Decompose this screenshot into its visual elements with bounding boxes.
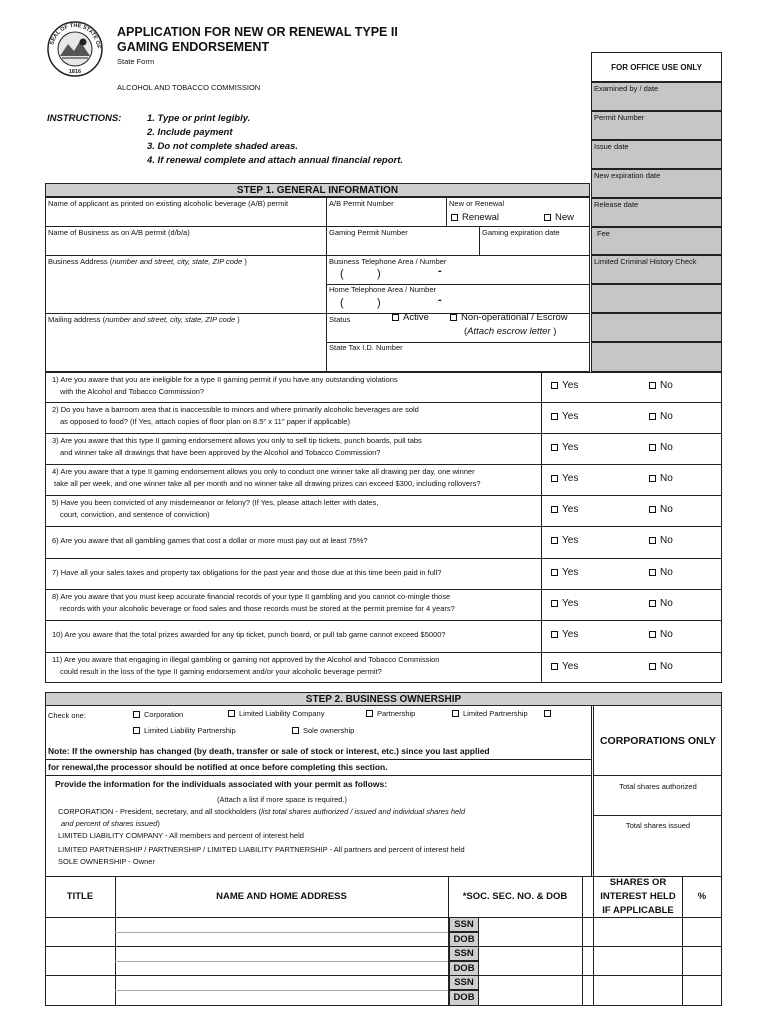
office-field-fee (591, 227, 722, 255)
answer-no-checkbox[interactable] (649, 504, 673, 515)
checkbox-icon (649, 569, 656, 576)
checkbox-icon (649, 506, 656, 513)
instruction-item: 3. Do not complete shaded areas. (147, 141, 298, 152)
gaming-expiration-label: Gaming expiration date (482, 228, 560, 237)
answer-no-checkbox[interactable] (649, 629, 673, 640)
col-header-title: TITLE (66, 891, 94, 902)
no-label: No (660, 535, 673, 546)
ownership-corporation-checkbox[interactable]: Corporation (133, 711, 183, 720)
state-tax-id-label: State Tax I.D. Number (329, 343, 403, 352)
office-field-label: Fee (597, 229, 610, 238)
yes-label: Yes (562, 661, 579, 672)
ownership-llc-checkbox[interactable]: Limited Liability Company (228, 710, 324, 719)
no-label: No (660, 380, 673, 391)
answer-yes-checkbox[interactable] (551, 442, 578, 453)
question-text: 7) Have all your sales taxes and property tax obligations for the past year and those due at this time been paid in full? (52, 568, 442, 577)
ownership-extra-checkbox[interactable] (544, 710, 555, 719)
home-phone-label: Home Telephone Area / Number (329, 285, 437, 294)
question-text: 6) Are you aware that all gambling games that cost a dollar or more must pay out at least 75%? (52, 536, 368, 545)
ssn-label: SSN (449, 917, 479, 932)
office-use-title: FOR OFFICE USE ONLY (611, 63, 702, 72)
checkbox-icon (649, 663, 656, 670)
checkbox-icon (228, 710, 235, 717)
instructions-label: INSTRUCTIONS: (47, 113, 122, 124)
yes-label: Yes (562, 598, 579, 609)
no-label: No (660, 473, 673, 484)
no-label: No (660, 598, 673, 609)
checkbox-icon (451, 214, 458, 221)
partnership-line: LIMITED PARTNERSHIP / PARTNERSHIP / LIMITED LIABILITY PARTNERSHIP - All partners and percent of interest held (58, 845, 465, 854)
no-label: No (660, 661, 673, 672)
question-text: 10) Are you aware that the total prizes awarded for any tip ticket, punch board, or pull tab game cannot exceed $5000? (52, 630, 446, 639)
checkbox-icon (551, 631, 558, 638)
seal-year: 1816 (68, 69, 82, 75)
agency-name: ALCOHOL AND TOBACCO COMMISSION (117, 83, 261, 92)
corporation-line-2: and percent of shares issued) (61, 819, 160, 828)
answer-no-checkbox[interactable] (649, 567, 673, 578)
checkbox-icon (551, 663, 558, 670)
office-field-label: New expiration date (594, 171, 661, 180)
yes-label: Yes (562, 411, 579, 422)
col-header-shares-1: SHARES OR (609, 877, 667, 888)
checkbox-icon (544, 710, 551, 717)
nonoperational-checkbox[interactable] (450, 313, 568, 324)
no-label: No (660, 567, 673, 578)
active-checkbox[interactable] (392, 313, 429, 324)
checkbox-icon (292, 727, 299, 734)
new-option-label: New (555, 212, 575, 223)
checkbox-icon (551, 382, 558, 389)
answer-yes-checkbox[interactable] (551, 598, 578, 609)
ownership-sole-checkbox[interactable]: Sole ownership (292, 727, 354, 736)
corporations-only-label: CORPORATIONS ONLY (599, 735, 717, 747)
yes-label: Yes (562, 629, 579, 640)
checkbox-icon (551, 475, 558, 482)
checkbox-icon (649, 444, 656, 451)
provide-info-heading: Provide the information for the individuals associated with your permit as follows: (55, 779, 388, 789)
question-text-cont: take all per week, and one winner take all per month and no winner take all drawing prizes can exceed $300, including rollovers? (54, 479, 481, 488)
answer-yes-checkbox[interactable] (551, 411, 578, 422)
office-field-extra (591, 313, 722, 342)
instruction-item: 1. Type or print legibly. (147, 113, 251, 124)
applicant-name-label: Name of applicant as printed on existing alcoholic beverage (A/B) permit (48, 199, 289, 208)
office-field-extra (591, 284, 722, 313)
business-phone-label: Business Telephone Area / Number (329, 257, 447, 266)
answer-yes-checkbox[interactable] (551, 504, 578, 515)
yes-label: Yes (562, 473, 579, 484)
question-text: 4) Are you aware that a type II gaming endorsement allows you only to conduct one winner take all drawing per day, one winner (52, 467, 475, 476)
office-field-label: Limited Criminal History Check (594, 257, 697, 266)
yes-label: Yes (562, 504, 579, 515)
ownership-limited-partnership-checkbox[interactable]: Limited Partnership (452, 710, 528, 719)
checkbox-icon (649, 600, 656, 607)
checkbox-icon (551, 569, 558, 576)
checkbox-icon (649, 631, 656, 638)
seal-text: SEAL OF THE STATE OF (49, 22, 102, 49)
new-checkbox[interactable] (544, 213, 574, 224)
question-text-cont: records with your alcoholic beverage or food sales and those records must be stored at the permit premise for 4 years? (60, 604, 455, 613)
total-shares-authorized-label: Total shares authorized (619, 782, 697, 791)
no-label: No (660, 411, 673, 422)
checkbox-icon (366, 710, 373, 717)
business-name-label: Name of Business as on A/B permit (d/b/a) (48, 228, 190, 237)
gaming-permit-label: Gaming Permit Number (329, 228, 408, 237)
attach-list-note: (Attach a list if more space is required.) (217, 795, 348, 804)
question-text-cont: with the Alcohol and Tobacco Commission? (60, 387, 205, 396)
form-title-line1: APPLICATION FOR NEW OR RENEWAL TYPE II (117, 25, 398, 39)
instruction-item: 4. If renewal complete and attach annual financial report. (147, 155, 404, 166)
home-phone-close-paren: ) (377, 297, 381, 309)
checkbox-icon (452, 710, 459, 717)
form-title-line2: GAMING ENDORSEMENT (117, 40, 270, 54)
checkbox-icon (649, 475, 656, 482)
question-text-cont: as opposed to food? (If Yes, attach copies of floor plan on 8.5" x 11" paper if applicable) (60, 417, 350, 426)
answer-yes-checkbox[interactable] (551, 567, 578, 578)
answer-no-checkbox[interactable] (649, 661, 673, 672)
status-label: Status (329, 315, 351, 324)
office-field-label: Examined by / date (594, 84, 659, 93)
ownership-partnership-checkbox[interactable]: Partnership (366, 710, 415, 719)
new-or-renewal-label: New or Renewal (449, 199, 505, 208)
question-text: 11) Are you aware that engaging in illegal gambling or gaming not approved by the Alcohol and Tobacco Commission (52, 655, 440, 664)
state-form-label: State Form (117, 57, 155, 66)
question-text: 3) Are you aware that this type II gaming endorsement allows you only to sell tip tickets, punch boards, pull tabs (52, 436, 422, 445)
checkbox-icon (133, 727, 140, 734)
mailing-address-label: Mailing address (number and street, city, state, ZIP code ) (48, 315, 240, 324)
checkbox-icon (450, 314, 457, 321)
col-header-ssn-dob: *SOC. SEC. NO. & DOB (462, 891, 568, 902)
office-field-label: Permit Number (594, 113, 645, 122)
no-label: No (660, 504, 673, 515)
corporation-line: CORPORATION - President, secretary, and all stockholders (list total shares authorized / issued and individual shares held (58, 807, 465, 816)
no-label: No (660, 442, 673, 453)
business-address-label: Business Address (number and street, city, state, ZIP code ) (48, 257, 247, 266)
checkbox-icon (649, 382, 656, 389)
active-option-label: Active (403, 312, 429, 323)
answer-yes-checkbox[interactable] (551, 535, 578, 546)
business-phone-dash: - (438, 265, 442, 277)
sole-ownership-line: SOLE OWNERSHIP - Owner (58, 857, 155, 866)
question-text: 8) Are you aware that you must keep accurate financial records of your type II gambling and you cannot co-mingle those (52, 592, 451, 601)
ownership-note-line2: for renewal,the processor should be notified at once before completing this section. (48, 762, 388, 772)
checkbox-icon (551, 506, 558, 513)
step1-header: STEP 1. GENERAL INFORMATION (45, 183, 590, 197)
ownership-llp-checkbox[interactable]: Limited Liability Partnership (133, 727, 236, 736)
checkbox-icon (551, 600, 558, 607)
renewal-checkbox[interactable] (451, 213, 499, 224)
llc-line: LIMITED LIABILITY COMPANY - All members and percent of interest held (58, 831, 304, 840)
dob-label: DOB (449, 961, 479, 976)
nonop-option-label: Non-operational / Escrow (461, 312, 568, 323)
escrow-note: (Attach escrow letter ) (464, 326, 557, 337)
step2-header: STEP 2. BUSINESS OWNERSHIP (45, 692, 722, 706)
answer-no-checkbox[interactable] (649, 535, 673, 546)
renewal-option-label: Renewal (462, 212, 499, 223)
checkbox-icon (551, 537, 558, 544)
home-phone-dash: - (438, 294, 442, 306)
state-seal (46, 20, 104, 78)
answer-yes-checkbox[interactable] (551, 629, 578, 640)
check-one-label: Check one: (48, 711, 86, 720)
checkbox-icon (551, 413, 558, 420)
checkbox-icon (649, 537, 656, 544)
ownership-note-line1: Note: If the ownership has changed (by death, transfer or sale of stock or interest, etc.) since you last applied (48, 746, 490, 756)
question-text: 1) Are you aware that you are ineligible for a type II gaming permit if you have any outstanding violations (52, 375, 398, 384)
office-field-label: Issue date (594, 142, 629, 151)
business-phone-close-paren: ) (377, 268, 381, 280)
answer-no-checkbox[interactable] (649, 473, 673, 484)
answer-yes-checkbox[interactable] (551, 661, 578, 672)
answer-no-checkbox[interactable] (649, 411, 673, 422)
ssn-label: SSN (449, 946, 479, 961)
question-text-cont: and winner take all drawings that have been approved by the Alcohol and Tobacco Commission? (60, 448, 381, 457)
checkbox-icon (544, 214, 551, 221)
checkbox-icon (133, 711, 140, 718)
checkbox-icon (649, 413, 656, 420)
ssn-label: SSN (449, 975, 479, 990)
checkbox-icon (551, 444, 558, 451)
checkbox-icon (392, 314, 399, 321)
home-phone-open-paren: ( (340, 297, 344, 309)
col-header-shares-3: IF APPLICABLE (602, 905, 674, 916)
office-field-extra (591, 342, 722, 372)
answer-yes-checkbox[interactable] (551, 473, 578, 484)
yes-label: Yes (562, 442, 579, 453)
answer-yes-checkbox[interactable] (551, 380, 578, 391)
total-shares-issued-label: Total shares issued (625, 821, 691, 830)
dob-label: DOB (449, 990, 479, 1006)
question-text: 2) Do you have a barroom area that is inaccessible to minors and where primarily alcoholic beverages are sold (52, 405, 419, 414)
answer-no-checkbox[interactable] (649, 442, 673, 453)
ab-permit-label: A/B Permit Number (329, 199, 394, 208)
business-phone-open-paren: ( (340, 268, 344, 280)
answer-no-checkbox[interactable] (649, 598, 673, 609)
question-text-cont: could result in the loss of the type II gaming endorsement and/or your alcoholic beverage permit? (60, 667, 382, 676)
no-label: No (660, 629, 673, 640)
office-field-label: Release date (594, 200, 639, 209)
question-text: 5) Have you been convicted of any misdemeanor or felony? (If Yes, please attach letter with dates, (52, 498, 379, 507)
col-header-name-address: NAME AND HOME ADDRESS (216, 891, 347, 902)
instruction-item: 2. Include payment (147, 127, 233, 138)
col-header-percent: % (697, 891, 707, 902)
yes-label: Yes (562, 380, 579, 391)
question-text-cont: court, conviction, and sentence of conviction) (60, 510, 210, 519)
yes-label: Yes (562, 567, 579, 578)
col-header-shares-2: INTEREST HELD (600, 891, 676, 902)
yes-label: Yes (562, 535, 579, 546)
dob-label: DOB (449, 932, 479, 947)
answer-no-checkbox[interactable] (649, 380, 673, 391)
